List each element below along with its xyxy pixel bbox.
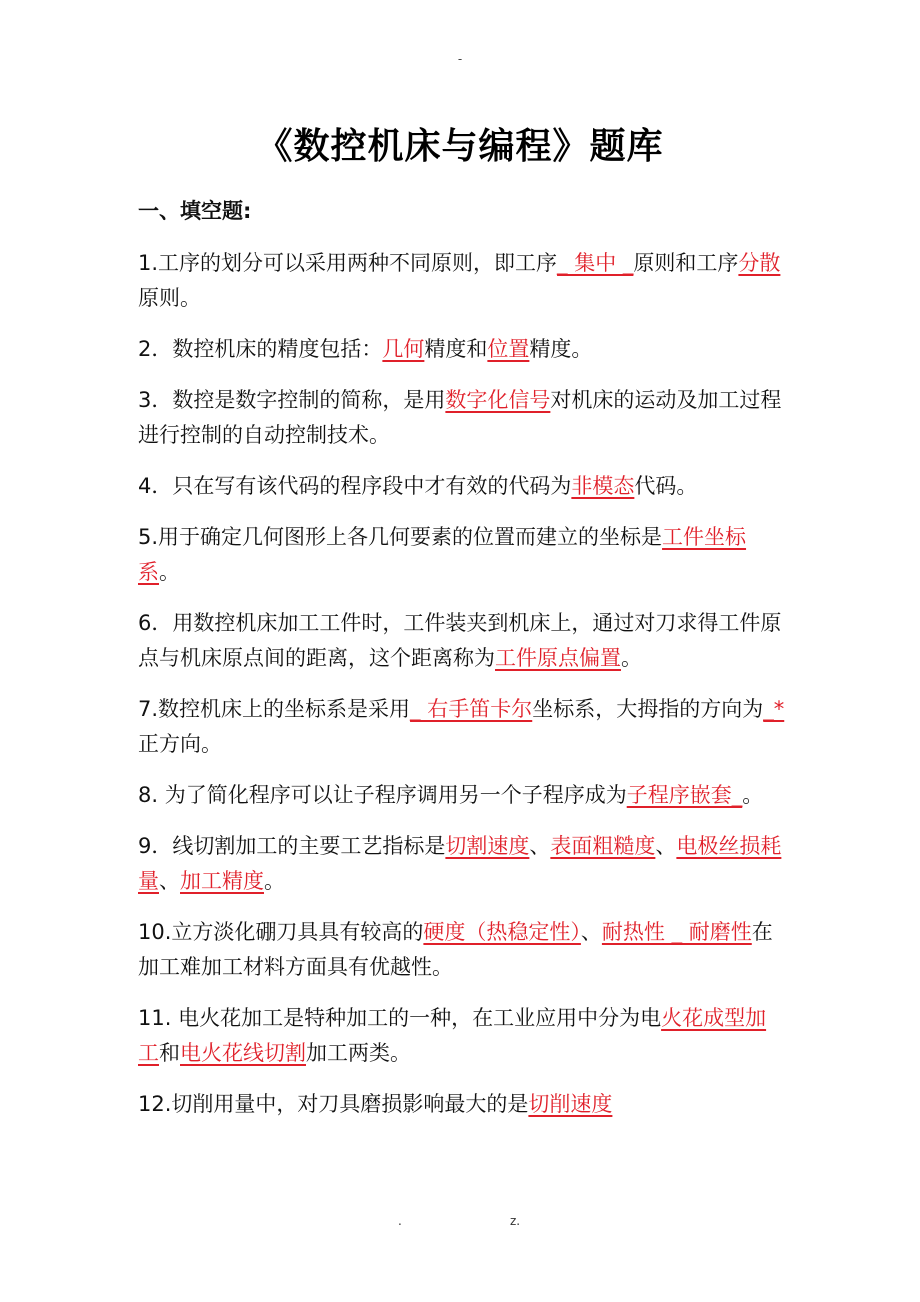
question-item	[138, 383, 786, 453]
answer-text: _ 右手笛卡尔	[410, 697, 533, 721]
question-item	[138, 829, 786, 899]
answer-text: 切削速度	[528, 1092, 613, 1116]
question-text: 10.立方淡化硼刀具具有较高的	[138, 920, 424, 944]
question-item	[138, 520, 786, 590]
question-text: 5.用于确定几何图形上各几何要素的位置而建立的坐标是	[138, 525, 663, 549]
answer-text: 耐热性 _ 耐磨性	[601, 920, 752, 944]
answer-text: 分散	[738, 251, 781, 275]
question-text: 、	[580, 920, 602, 944]
question-item	[138, 915, 786, 985]
answer-text: _ 集中 _	[557, 251, 634, 275]
question-text: 11. 电火花加工是特种加工的一种，在工业应用中分为电	[138, 1006, 662, 1030]
answer-text: 硬度（热稳定性）	[423, 920, 581, 944]
answer-text: 表面粗糙度	[550, 834, 656, 858]
question-text: 精度。	[529, 337, 593, 361]
answer-text: 工件原点偏置	[495, 646, 621, 670]
answer-text: 加工精度	[180, 869, 264, 893]
question-text: 。	[621, 646, 642, 670]
question-text: 。	[742, 783, 764, 807]
question-text: 。	[159, 560, 180, 584]
answer-text: 非模态	[571, 474, 635, 498]
answer-text: 数字化信号	[445, 388, 551, 412]
question-item	[138, 1087, 786, 1122]
question-text: 8. 为了简化程序可以让子程序调用另一个子程序成为	[138, 783, 627, 807]
answer-text: 切割速度	[445, 834, 530, 858]
question-text: 和	[159, 1041, 180, 1065]
question-item	[138, 778, 786, 813]
question-item	[138, 1001, 786, 1071]
answer-text: 电极丝损耗量	[138, 834, 782, 893]
question-text: 代码。	[634, 474, 698, 498]
question-text: 原则。	[138, 286, 201, 310]
question-text: 、	[159, 869, 180, 893]
question-text: 3．数控是数字控制的简称，是用	[138, 388, 446, 412]
question-text: 加工两类。	[306, 1041, 411, 1065]
question-item	[138, 469, 786, 504]
question-item	[138, 332, 786, 367]
answer-text: 几何	[382, 337, 425, 361]
question-text: 。	[264, 869, 285, 893]
question-text: 4．只在写有该代码的程序段中才有效的代码为	[138, 474, 572, 498]
question-text: 精度和	[424, 337, 488, 361]
answer-text: 位置	[487, 337, 530, 361]
question-text: 、	[529, 834, 551, 858]
question-text: 1.工序的划分可以采用两种不同原则，即工序	[138, 251, 558, 275]
question-text: 、	[655, 834, 677, 858]
footer-right-mark: z.	[510, 1214, 521, 1228]
question-text: 对机床的运动及加工过程进行控制的自动控制技术。	[138, 388, 782, 447]
question-text: 12.切削用量中，对刀具磨损影响最大的是	[138, 1092, 529, 1116]
question-text: 坐标系，大拇指的方向为	[532, 697, 764, 721]
question-item	[138, 692, 786, 762]
answer-text: 子程序嵌套_	[626, 783, 743, 807]
section-heading: 一、填空题:	[138, 199, 252, 223]
page-title: 《数控机床与编程》题库	[256, 126, 664, 167]
question-text: 正方向。	[138, 732, 222, 756]
question-text: 原则和工序	[633, 251, 739, 275]
question-text: 7.数控机床上的坐标系是采用	[138, 697, 411, 721]
answer-text: 火花成型加工	[138, 1006, 767, 1065]
question-list	[138, 246, 786, 1138]
question-item	[138, 606, 786, 676]
question-text: 9．线切割加工的主要工艺指标是	[138, 834, 446, 858]
question-item	[138, 246, 786, 316]
question-text: 2．数控机床的精度包括：	[138, 337, 383, 361]
footer-left-mark: .	[398, 1214, 402, 1228]
page-header-mark: -	[457, 52, 463, 66]
question-text: 在加工难加工材料方面具有优越性。	[138, 920, 773, 979]
answer-text: 工件坐标系	[138, 525, 747, 584]
answer-text: _*	[763, 697, 785, 721]
question-text: 6．用数控机床加工工件时，工件装夹到机床上，通过对刀求得工件原点与机床原点间的距离，这个距离称为	[138, 611, 782, 670]
answer-text: 电火花线切割	[180, 1041, 306, 1065]
